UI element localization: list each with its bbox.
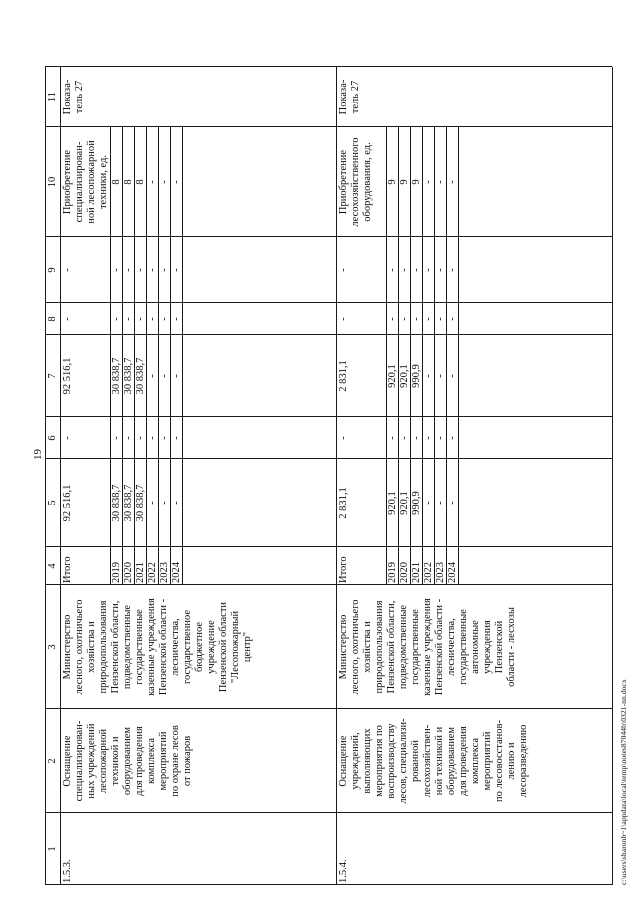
year-cell: 2023 <box>158 562 170 583</box>
executor-line: лесничества, <box>446 618 457 676</box>
activity-name-line: Оснащение <box>62 735 73 787</box>
executor-line: подведомственные <box>398 604 409 690</box>
executor-line: области - лесхозы <box>506 607 517 687</box>
value-col9: - <box>170 268 182 272</box>
table-outer-border <box>45 884 612 885</box>
column-number-8: 8 <box>47 316 58 322</box>
value-col10: 9 <box>398 179 410 185</box>
year-cell: 2023 <box>434 562 446 583</box>
value-col10: 9 <box>410 179 422 185</box>
activity-name-line: воспроизводству <box>386 723 397 799</box>
year-cell: 2020 <box>122 562 134 583</box>
activity-name-line: учреждений, <box>350 732 361 790</box>
executor-line: лесного, охотничьего <box>74 599 85 695</box>
row-separator <box>336 67 337 885</box>
activity-name-line: ных учреждений <box>86 723 97 799</box>
indicator-ref <box>62 68 86 126</box>
value-col8: - <box>434 317 446 321</box>
indicator-name-line: Приобретение <box>338 149 349 215</box>
activity-name-line: по охране лесов <box>170 725 181 797</box>
value-col9: - <box>446 268 458 272</box>
column-number-11: 11 <box>47 91 58 103</box>
value-col10: - <box>422 180 434 184</box>
executor-line: учреждение <box>206 620 217 674</box>
table-bottom-border <box>612 67 613 885</box>
executor-line: Пензенской области, <box>110 600 121 694</box>
executor-line: бюджетное <box>194 621 205 673</box>
value-col9: - <box>122 268 134 272</box>
value-col5: - <box>170 501 182 505</box>
indicator-name <box>62 128 110 236</box>
column-number-9: 9 <box>47 267 58 273</box>
total-value-col7: 92 516,1 <box>62 357 73 395</box>
year-cell: 2021 <box>410 562 422 583</box>
executor-line: лесного, охотничьего <box>350 599 361 695</box>
table-outer-border <box>45 66 612 67</box>
activity-name-line: оборудованием <box>446 726 457 796</box>
activity-name-line: комплекса <box>470 737 481 785</box>
indicator-name-line: лесохозяйственного <box>350 137 361 227</box>
table-top-border <box>45 67 46 885</box>
column-number-10: 10 <box>47 176 58 188</box>
total-value-col9: - <box>338 268 349 272</box>
value-col10: 9 <box>386 179 398 185</box>
total-label: Итого <box>62 556 73 583</box>
total-value-col9: - <box>62 268 73 272</box>
activity-name-line: мероприятия по <box>374 725 385 797</box>
executor-line: природопользования <box>98 600 109 694</box>
executor-line: Министерство <box>338 614 349 680</box>
value-col5: 30 838,7 <box>110 484 122 522</box>
executor <box>62 586 254 708</box>
year-cell: 2022 <box>146 562 158 583</box>
indicator-ref-line: тель 27 <box>350 80 361 114</box>
value-col5: - <box>446 501 458 505</box>
value-col9: - <box>158 268 170 272</box>
executor-line: казенные учреждения <box>146 598 157 696</box>
activity-name <box>338 710 530 812</box>
value-col5: - <box>146 501 158 505</box>
indicator-ref-line: тель 27 <box>74 80 85 114</box>
executor-line: учреждения <box>482 620 493 674</box>
value-col10: 8 <box>122 179 134 185</box>
item-number: 1.5.4. <box>338 859 349 883</box>
activity-name-line: Оснащение <box>338 735 349 787</box>
activity-name-line: оборудованием <box>122 726 133 796</box>
total-label: Итого <box>338 556 349 583</box>
activity-name-line: комплекса <box>146 737 157 785</box>
value-col10: - <box>434 180 446 184</box>
value-col7: - <box>158 374 170 378</box>
value-col5: 30 838,7 <box>122 484 134 522</box>
total-value-col6: - <box>338 436 349 440</box>
column-number-5: 5 <box>47 500 58 506</box>
value-col9: - <box>422 268 434 272</box>
executor-line: государственные <box>134 609 145 685</box>
value-col6: - <box>434 436 446 440</box>
executor-line: хозяйства и <box>362 621 373 673</box>
total-value-col8: - <box>62 317 73 321</box>
indicator-name <box>338 128 374 236</box>
executor-line: Пензенской <box>494 620 505 674</box>
activity-name-line: техникой и <box>110 736 121 786</box>
column-divider <box>45 236 612 237</box>
column-divider <box>45 812 612 813</box>
value-col9: - <box>410 268 422 272</box>
year-cell: 2019 <box>110 562 122 583</box>
activity-name-line: ной техникой и <box>434 726 445 796</box>
value-col10: 8 <box>134 179 146 185</box>
year-cell: 2020 <box>398 562 410 583</box>
executor-line: хозяйства и <box>86 621 97 673</box>
activity-name-line: мероприятий <box>158 731 169 791</box>
activity-name <box>62 710 194 812</box>
activity-name-line: лесопожарной <box>98 728 109 794</box>
column-divider <box>45 334 612 335</box>
value-col7: 30 838,7 <box>110 357 122 395</box>
activity-name-line: для проведения <box>134 726 145 796</box>
executor-line: центр" <box>242 631 253 663</box>
value-col8: - <box>110 317 122 321</box>
column-number-6: 6 <box>47 435 58 441</box>
year-cell: 2019 <box>386 562 398 583</box>
executor-line: Пензенской области, <box>386 600 397 694</box>
value-col10: - <box>446 180 458 184</box>
column-divider <box>45 546 612 547</box>
value-col10: - <box>158 180 170 184</box>
value-col8: - <box>170 317 182 321</box>
indicator-name-line: техники, ед. <box>98 154 109 210</box>
executor-line: "Лесопожарный <box>230 610 241 684</box>
activity-name-line: рованной <box>410 739 421 783</box>
value-col8: - <box>386 317 398 321</box>
activity-name-line: для проведения <box>458 726 469 796</box>
year-cell: 2021 <box>134 562 146 583</box>
value-col9: - <box>386 268 398 272</box>
value-col9: - <box>110 268 122 272</box>
value-col7: 920,1 <box>398 364 410 388</box>
executor-line: автономные <box>470 620 481 674</box>
column-divider <box>45 708 612 709</box>
executor-line: государственные <box>410 609 421 685</box>
activity-name-line: от пожаров <box>182 735 193 787</box>
value-col9: - <box>146 268 158 272</box>
total-value-col5: 92 516,1 <box>62 484 73 522</box>
executor-line: Пензенской области <box>218 601 229 693</box>
value-col6: - <box>158 436 170 440</box>
value-col7: - <box>146 374 158 378</box>
indicator-ref-line: Показа- <box>62 79 73 115</box>
value-col6: - <box>446 436 458 440</box>
executor-line: Пензенской области - <box>158 598 169 696</box>
value-col7: - <box>422 374 434 378</box>
value-col5: 920,1 <box>398 491 410 515</box>
activity-name-line: лесохозяйствен- <box>422 724 433 798</box>
value-col5: - <box>422 501 434 505</box>
value-col7: 990,9 <box>410 364 422 388</box>
activity-name-line: специализирован- <box>74 720 85 802</box>
value-col8: - <box>158 317 170 321</box>
executor-line: казенные учреждения <box>422 598 433 696</box>
value-col8: - <box>422 317 434 321</box>
value-col6: - <box>410 436 422 440</box>
indicator-name-line: оборудования, ед. <box>362 142 373 222</box>
executor-line: лесничества, <box>170 618 181 676</box>
page-number: 19 <box>32 449 44 460</box>
value-col5: 920,1 <box>386 491 398 515</box>
executor-line: Пензенской области - <box>434 598 445 696</box>
activity-name-line: лению и <box>506 742 517 780</box>
value-col6: - <box>170 436 182 440</box>
value-col5: 30 838,7 <box>134 484 146 522</box>
indicator-ref <box>338 68 362 126</box>
value-col6: - <box>122 436 134 440</box>
total-value-col8: - <box>338 317 349 321</box>
column-number-2: 2 <box>47 758 58 764</box>
executor-line: природопользования <box>374 600 385 694</box>
value-col7: - <box>446 374 458 378</box>
column-divider <box>45 126 612 127</box>
value-col6: - <box>422 436 434 440</box>
executor-line: государственное <box>182 610 193 685</box>
column-divider <box>45 584 612 585</box>
indicator-name-line: ной лесопожарной <box>86 140 97 224</box>
column-number-4: 4 <box>47 563 58 569</box>
value-col10: - <box>170 180 182 184</box>
value-col8: - <box>122 317 134 321</box>
value-col6: - <box>134 436 146 440</box>
value-col8: - <box>398 317 410 321</box>
footer-file-path: c:\users\sharonb~1\appdata\local\temp\notes87044b\0321-nn.docx <box>619 679 628 885</box>
year-cell: 2024 <box>446 562 458 583</box>
value-col5: - <box>158 501 170 505</box>
header-bottom-border <box>60 67 61 885</box>
value-col8: - <box>446 317 458 321</box>
indicator-ref-line: Показа- <box>338 79 349 115</box>
value-col5: 990,9 <box>410 491 422 515</box>
value-col7: - <box>434 374 446 378</box>
year-cell: 2024 <box>170 562 182 583</box>
activity-name-line: лесоразведению <box>518 724 529 798</box>
column-number-3: 3 <box>47 644 58 650</box>
total-value-col7: 2 831,1 <box>338 360 349 392</box>
activity-name-line: мероприятий <box>482 731 493 791</box>
value-col7: 30 838,7 <box>134 357 146 395</box>
value-col6: - <box>398 436 410 440</box>
value-col9: - <box>398 268 410 272</box>
value-col9: - <box>134 268 146 272</box>
value-col5: - <box>434 501 446 505</box>
activity-name-line: выполняющих <box>362 728 373 794</box>
value-col8: - <box>134 317 146 321</box>
value-col9: - <box>434 268 446 272</box>
activity-name-line: по лесовосстанов- <box>494 720 505 802</box>
total-value-col5: 2 831,1 <box>338 487 349 519</box>
column-number-7: 7 <box>47 373 58 379</box>
indicator-name-line: Приобретение <box>62 149 73 215</box>
column-divider <box>45 458 612 459</box>
total-value-col6: - <box>62 436 73 440</box>
value-col8: - <box>410 317 422 321</box>
value-col7: 920,1 <box>386 364 398 388</box>
item-number: 1.5.3. <box>62 859 73 883</box>
executor-line: Министерство <box>62 614 73 680</box>
value-col6: - <box>386 436 398 440</box>
value-col6: - <box>110 436 122 440</box>
value-col7: - <box>170 374 182 378</box>
executor-line: подведомственные <box>122 604 133 690</box>
activity-name-line: лесов, специализи- <box>398 718 409 804</box>
value-col8: - <box>146 317 158 321</box>
executor-line: государственные <box>458 609 469 685</box>
column-number-1: 1 <box>47 846 58 852</box>
value-col7: 30 838,7 <box>122 357 134 395</box>
column-divider <box>45 416 612 417</box>
value-col6: - <box>146 436 158 440</box>
executor <box>338 586 518 708</box>
value-col10: - <box>146 180 158 184</box>
year-cell: 2022 <box>422 562 434 583</box>
indicator-name-line: специализирован- <box>74 141 85 223</box>
value-col10: 8 <box>110 179 122 185</box>
column-divider <box>45 302 612 303</box>
